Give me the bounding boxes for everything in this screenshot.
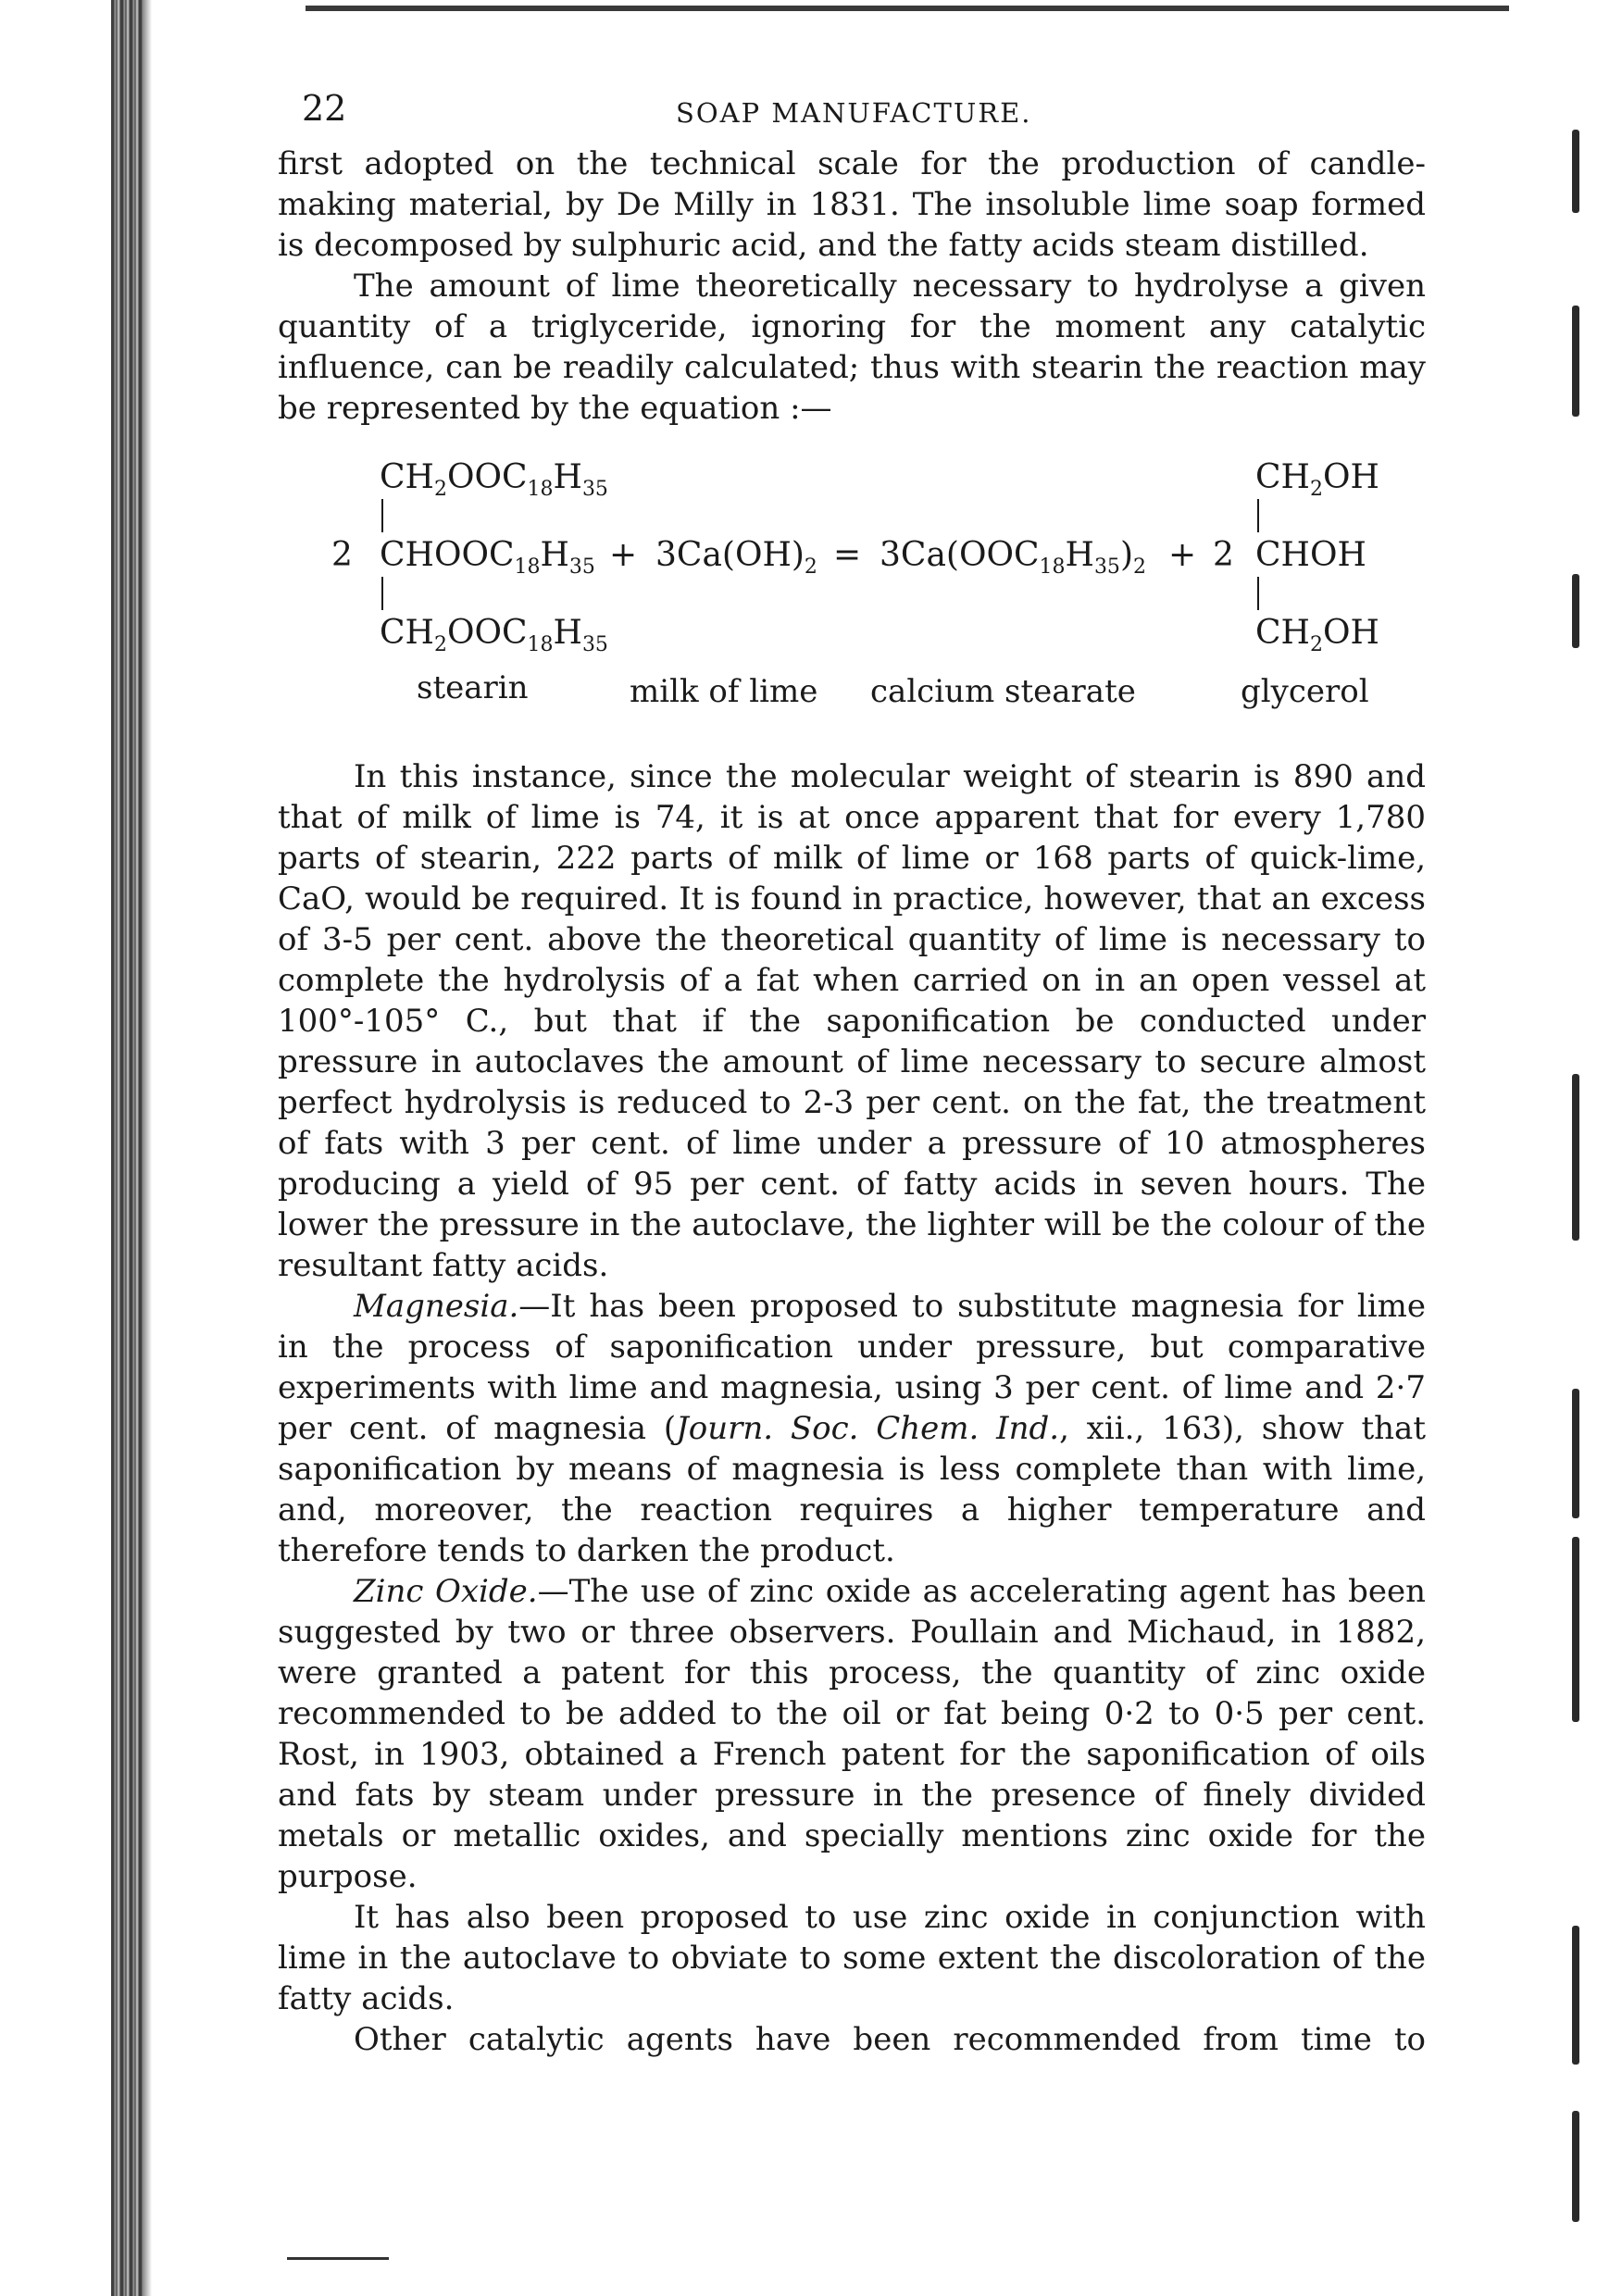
label-glycerol: glycerol bbox=[1241, 673, 1369, 710]
label-calcium-stearate: calcium stearate bbox=[870, 673, 1136, 710]
glycerol-bottom-line: $CH_2OH$ bbox=[1255, 614, 1379, 657]
label-stearin: stearin bbox=[417, 669, 529, 706]
coefficient-right: 2 bbox=[1213, 536, 1234, 574]
gutter-shadow bbox=[143, 0, 152, 2296]
right-page-edge bbox=[1561, 0, 1594, 2296]
paragraph-zinc-lime: It has also been proposed to use zinc oxide in conjunction with lime in the autoclave to obviate to some extent the discoloration of the fatty acids. bbox=[278, 1899, 1426, 2017]
glycerol-mid-line: CHOH bbox=[1255, 536, 1366, 574]
stearin-mid-line: $CHOOC_{18}H_{35}$ bbox=[380, 536, 595, 580]
section-lead-zinc-oxide: Zinc Oxide. bbox=[354, 1573, 538, 1610]
bond-line bbox=[381, 499, 383, 532]
paragraph-zinc-oxide: Zinc Oxide.—The use of zinc oxide as accelerating agent has been suggested by two or three observers. Poullain and Michaud, in 1882, were granted a patent for this process, the quantity of zinc oxide recommended to be added to the oil or fat being 0·2 to 0·5 per cent. Rost, in 1903, obtained a French patent for the saponification of oils and fats by steam under pressure in the presence of finely divided metals or metallic oxides, and specially mentions zinc oxide for the purpose. bbox=[278, 1573, 1426, 1895]
book-binding-shadow bbox=[111, 0, 143, 2296]
paragraph-other-agents: Other catalytic agents have been recommended from time to bbox=[354, 2021, 1426, 2058]
section-lead-magnesia: Magnesia. bbox=[354, 1288, 519, 1325]
top-page-edge bbox=[306, 6, 1509, 11]
label-milk-of-lime: milk of lime bbox=[630, 673, 818, 710]
plus-sign: + bbox=[609, 536, 638, 574]
page-header bbox=[278, 88, 1426, 144]
bond-line bbox=[381, 577, 383, 610]
page-content bbox=[278, 88, 1426, 2060]
journal-reference: Journ. Soc. Chem. Ind. bbox=[676, 1410, 1060, 1447]
calcium-stearate-formula: $3Ca(OOC_{18}H_{35})_2$ bbox=[880, 536, 1146, 580]
saponification-equation bbox=[278, 451, 1426, 738]
bond-line bbox=[1257, 499, 1259, 532]
equals-sign: = bbox=[833, 536, 862, 574]
footer-rule bbox=[287, 2257, 389, 2260]
paragraph-magnesia: Magnesia.—It has been proposed to substitute magnesia for lime in the process of saponification under pressure, but comparative experiments with lime and magnesia, using 3 per cent. of lime and 2·7 per cent. of magnesia (Journ. Soc. Chem. Ind., xii., 163), show that saponification by means of magnesia is less complete than with lime, and, moreover, the reaction requires a higher temperature and therefore tends to darken the product. bbox=[278, 1288, 1426, 1569]
coefficient-left: 2 bbox=[331, 536, 353, 574]
paragraph-continuation: first adopted on the technical scale for the production of candle-making material, by De Milly in 1831. The insoluble lime soap formed is decomposed by sulphuric acid, and the fatty acids steam distilled. bbox=[278, 145, 1426, 264]
running-title: SOAP MANUFACTURE. bbox=[676, 97, 1032, 129]
stearin-bottom-line: $CH_2OOC_{18}H_{35}$ bbox=[380, 614, 608, 657]
paragraph-molecular-weight: In this instance, since the molecular weight of stearin is 890 and that of milk of lime is 74, it is at once apparent that for every 1,780 parts of stearin, 222 parts of milk of lime or 168 parts of quick-lime, CaO, would be required. It is found in practice, however, that an excess of 3-5 per cent. above the theoretical quantity of lime is necessary to complete the hydrolysis of a fat when carried on in an open vessel at 100°-105° C., but that if the saponification be conducted under pressure in autoclaves the amount of lime necessary to secure almost perfect hydrolysis is reduced to 2-3 per cent. on the fat, the treatment of fats with 3 per cent. of lime under a pressure of 10 atmospheres producing a yield of 95 per cent. of fatty acids in seven hours. The lower the pressure in the autoclave, the lighter will be the colour of the resultant fatty acids. bbox=[278, 758, 1426, 1284]
paragraph-equation-intro: The amount of lime theoretically necessary to hydrolyse a given quantity of a triglyceride, ignoring for the moment any catalytic influence, can be readily calculated; thus with stearin the reaction may be represented by the equation :— bbox=[278, 268, 1426, 427]
page-number: 22 bbox=[302, 88, 347, 129]
milk-of-lime-formula: $3Ca(OH)_2$ bbox=[655, 536, 817, 580]
glycerol-top-line: $CH_2OH$ bbox=[1255, 458, 1379, 502]
stearin-top-line: $CH_2OOC_{18}H_{35}$ bbox=[380, 458, 608, 502]
bond-line bbox=[1257, 577, 1259, 610]
plus-sign: + bbox=[1168, 536, 1197, 574]
